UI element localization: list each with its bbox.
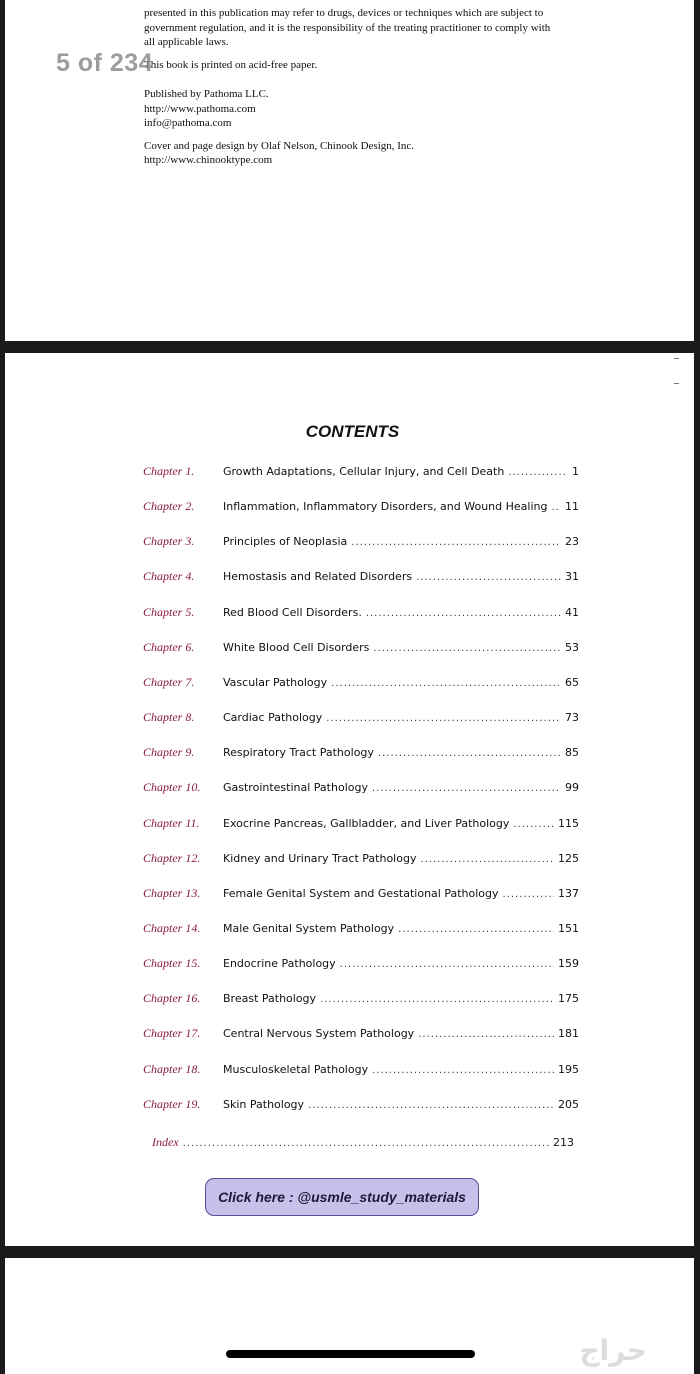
copyright-line: all applicable laws.	[144, 36, 229, 48]
dot-leader	[513, 819, 554, 830]
toc-chapter-entry[interactable]	[0, 605, 700, 625]
toc-chapter-entry[interactable]	[0, 710, 700, 730]
chapter-page-number: 73	[565, 711, 579, 725]
toc-chapter-entry[interactable]	[0, 745, 700, 765]
chapter-title: Musculoskeletal Pathology	[223, 1062, 369, 1076]
chapter-page-number: 11	[565, 500, 579, 514]
chapter-page-number: 41	[565, 605, 579, 619]
chapter-entry-line	[223, 711, 579, 724]
chapter-page-number: 65	[565, 675, 579, 689]
dot-leader	[373, 643, 561, 654]
chapter-label: Chapter 8.	[143, 710, 195, 725]
chapter-label: Chapter 13.	[143, 885, 201, 900]
toc-chapter-entry[interactable]	[0, 499, 700, 519]
chapter-title: Vascular Pathology	[223, 675, 328, 689]
chapter-entry-line	[223, 1027, 579, 1040]
copyright-line: government regulation, and it is the responsibility of the treating practitioner to comply with	[144, 21, 551, 34]
chapter-entry-line	[223, 500, 579, 513]
dot-leader	[503, 889, 554, 900]
chapter-title: Hemostasis and Related Disorders	[223, 570, 413, 584]
chapter-label: Chapter 18.	[143, 1061, 201, 1076]
toc-chapter-entry[interactable]	[0, 675, 700, 695]
toc-chapter-entry[interactable]	[0, 1097, 700, 1117]
chapter-entry-line	[223, 641, 579, 654]
chapter-page-number: 205	[558, 1097, 579, 1111]
toc-chapter-entry[interactable]	[0, 640, 700, 660]
chapter-page-number: 137	[558, 886, 579, 900]
chapter-label: Chapter 12.	[143, 850, 201, 865]
toc-chapter-entry[interactable]	[0, 780, 700, 800]
chapter-title: White Blood Cell Disorders	[223, 640, 370, 654]
chapter-title: Male Genital System Pathology	[223, 921, 395, 935]
dot-leader	[331, 678, 561, 689]
index-page-number: 213	[553, 1136, 574, 1149]
chapter-label: Chapter 7.	[143, 674, 195, 689]
chapter-title: Skin Pathology	[223, 1097, 305, 1111]
page-counter: 5 of 234	[56, 49, 154, 77]
home-indicator[interactable]	[226, 1350, 475, 1358]
dot-leader	[418, 1029, 554, 1040]
chapter-title: Kidney and Urinary Tract Pathology	[223, 851, 417, 865]
chapter-title: Endocrine Pathology	[223, 957, 336, 971]
dot-leader	[326, 713, 561, 724]
chapter-title: Cardiac Pathology	[223, 711, 323, 725]
toc-chapter-entry[interactable]	[0, 464, 700, 484]
dot-leader	[366, 608, 561, 619]
chapter-page-number: 115	[558, 816, 579, 830]
scroll-tick	[674, 383, 679, 384]
dot-leader	[416, 572, 561, 583]
chapter-label: Chapter 11.	[143, 815, 200, 830]
chapter-entry-line	[223, 606, 579, 619]
chapter-entry-line	[223, 1063, 579, 1076]
chapter-page-number: 125	[558, 851, 579, 865]
chapter-label: Chapter 16.	[143, 991, 201, 1006]
chapter-entry-line	[223, 676, 579, 689]
toc-chapter-entry[interactable]	[0, 991, 700, 1011]
publisher: Published by Pathoma LLC.	[144, 88, 269, 100]
chapter-title: Central Nervous System Pathology	[223, 1027, 415, 1041]
chapter-title: Inflammation, Inflammatory Disorders, and Wound Healing	[223, 500, 548, 514]
dot-leader	[508, 467, 568, 478]
chapter-entry-line	[223, 535, 579, 548]
chapter-title: Gastrointestinal Pathology	[223, 781, 368, 795]
chapter-page-number: 85	[565, 746, 579, 760]
chapter-page-number: 195	[558, 1062, 579, 1076]
index-label: Index	[152, 1135, 179, 1149]
haraj-watermark-logo: حراج	[579, 1333, 647, 1367]
chapter-entry-line	[223, 817, 579, 830]
toc-chapter-entry[interactable]	[0, 569, 700, 589]
dot-leader	[340, 959, 554, 970]
dot-leader	[308, 1100, 554, 1111]
chapter-entry-line	[223, 570, 579, 583]
chapter-page-number: 151	[558, 921, 579, 935]
chapter-page-number: 181	[558, 1027, 579, 1041]
chapter-entry-line	[223, 746, 579, 759]
chapter-entry-line	[223, 781, 579, 794]
chapter-label: Chapter 19.	[143, 1096, 201, 1111]
dot-leader	[551, 502, 561, 513]
chapter-entry-line	[223, 852, 579, 865]
chapter-title: Breast Pathology	[223, 992, 317, 1006]
publisher-url[interactable]: http://www.pathoma.com	[144, 102, 256, 115]
chapter-entry-line	[223, 887, 579, 900]
toc-chapter-entry[interactable]	[0, 956, 700, 976]
chapter-page-number: 99	[565, 781, 579, 795]
scroll-tick	[674, 358, 679, 359]
chapter-label: Chapter 4.	[143, 569, 195, 584]
design-url[interactable]: http://www.chinooktype.com	[144, 154, 273, 166]
dot-leader	[183, 1138, 549, 1149]
copyright-block	[144, 6, 584, 168]
toc-index-entry[interactable]	[152, 1135, 574, 1150]
toc-chapter-entry[interactable]	[0, 851, 700, 871]
chapter-title: Exocrine Pancreas, Gallbladder, and Liver Pathology	[223, 816, 510, 830]
chapter-entry-line	[223, 465, 579, 478]
chapter-entry-line	[223, 1098, 579, 1111]
chapter-entry-line	[223, 922, 579, 935]
chapter-label: Chapter 10.	[143, 780, 201, 795]
dot-leader	[372, 783, 561, 794]
dot-leader	[420, 854, 554, 865]
dot-leader	[398, 924, 554, 935]
chapter-label: Chapter 5.	[143, 604, 195, 619]
chapter-title: Red Blood Cell Disorders.	[223, 605, 362, 619]
toc-chapter-entry[interactable]	[0, 886, 700, 906]
chapter-page-number: 31	[565, 570, 579, 584]
chapter-label: Chapter 1.	[143, 464, 195, 478]
chapter-title: Respiratory Tract Pathology	[223, 746, 374, 760]
toc-chapter-entry[interactable]	[0, 1026, 700, 1046]
chapter-title: Principles of Neoplasia	[223, 535, 348, 549]
chapter-title: Female Genital System and Gestational Pathology	[223, 886, 499, 900]
promo-link-button[interactable]: Click here : @usmle_study_materials	[205, 1178, 479, 1216]
chapter-label: Chapter 15.	[143, 956, 201, 971]
contents-title: CONTENTS	[305, 422, 400, 441]
chapter-entry-line	[223, 957, 579, 970]
chapter-label: Chapter 14.	[143, 920, 201, 935]
copyright-line: presented in this publication may refer to drugs, devices or techniques which are subject to	[144, 7, 544, 19]
chapter-page-number: 23	[565, 535, 579, 549]
paper-note: This book is printed on acid-free paper.	[144, 58, 318, 71]
chapter-label: Chapter 6.	[143, 639, 195, 654]
chapter-label: Chapter 3.	[143, 534, 195, 549]
toc-chapter-entry[interactable]	[0, 816, 700, 836]
dot-leader	[351, 537, 561, 548]
chapter-page-number: 53	[565, 640, 579, 654]
chapter-page-number: 1	[572, 465, 579, 478]
toc-chapter-entry[interactable]	[0, 534, 700, 554]
chapter-title: Growth Adaptations, Cellular Injury, and Cell Death	[223, 465, 505, 478]
chapter-page-number: 159	[558, 957, 579, 971]
chapter-label: Chapter 2.	[143, 499, 195, 514]
publisher-email[interactable]: info@pathoma.com	[144, 117, 232, 129]
toc-chapter-entry[interactable]	[0, 921, 700, 941]
chapter-label: Chapter 17.	[143, 1026, 201, 1041]
dot-leader	[320, 994, 554, 1005]
dot-leader	[372, 1065, 554, 1076]
toc-chapter-entry[interactable]	[0, 1062, 700, 1082]
design-credit: Cover and page design by Olaf Nelson, Chinook Design, Inc.	[144, 139, 415, 152]
chapter-entry-line	[223, 992, 579, 1005]
chapter-page-number: 175	[558, 992, 579, 1006]
chapter-label: Chapter 9.	[143, 745, 195, 760]
dot-leader	[378, 748, 561, 759]
